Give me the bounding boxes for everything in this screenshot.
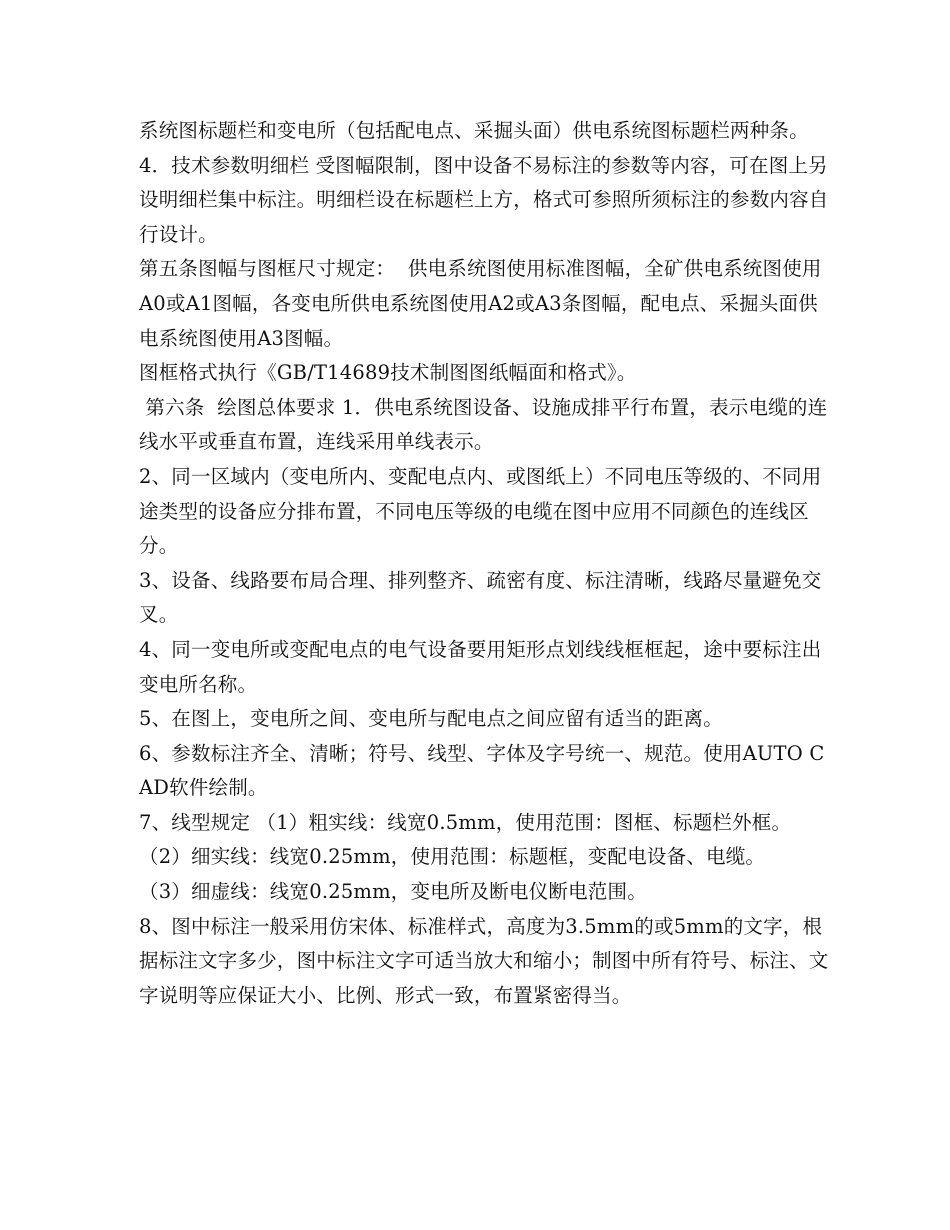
paragraph-article-5-sheet-size: 第五条图幅与图框尺寸规定： 供电系统图使用标准图幅，全矿供电系统图使用A0或A1图幅，各变电所供电系统图使用A2或A3条图幅，配电点、采掘头面供电系统图使用A3图幅。	[139, 257, 822, 350]
paragraph-item-7-line-types: 7、线型规定 （1）粗实线：线宽0.5mm，使用范围：图框、标题栏外框。	[139, 810, 792, 834]
paragraph-frame-format-standard: 图框格式执行《GB/T14689技术制图图纸幅面和格式》。	[139, 361, 637, 385]
paragraph-item-4-dash-frame: 4、同一变电所或变配电点的电气设备要用矩形点划线线框框起，途中要标注出变电所名称。	[139, 637, 822, 696]
paragraph-thin-solid-line: （2）细实线：线宽0.25mm，使用范围：标题框，变配电设备、电缆。	[139, 845, 766, 869]
paragraph-parameter-detail-column: 4．技术参数明细栏 受图幅限制，图中设备不易标注的参数等内容，可在图上另设明细栏集中标注。明细栏设在标题栏上方，格式可参照所须标注的参数内容自行设计。	[139, 153, 829, 246]
paragraph-item-5-spacing: 5、在图上，变电所之间、变电所与配电点之间应留有适当的距离。	[139, 707, 723, 731]
paragraph-item-6-annotation: 6、参数标注齐全、清晰；符号、线型、字体及字号统一、规范。使用AUTO CAD软件绘制。	[139, 741, 825, 800]
paragraph-title-block-types: 系统图标题栏和变电所（包括配电点、采掘头面）供电系统图标题栏两种条。	[139, 119, 809, 142]
paragraph-article-6-general-requirements: 第六条 绘图总体要求 1．供电系统图设备、设施成排平行布置，表示电缆的连线水平或垂直布置，连线采用单线表示。	[139, 395, 828, 454]
paragraph-item-2-voltage-layout: 2、同一区域内（变电所内、变配电点内、或图纸上）不同电压等级的、不同用途类型的设备应分排布置，不同电压等级的电缆在图中应用不同颜色的连线区分。	[139, 464, 822, 558]
paragraph-item-8-text-style: 8、图中标注一般采用仿宋体、标准样式，高度为3.5mm的或5mm的文字，根据标注文字多少，图中标注文字可适当放大和缩小；制图中所有符号、标注、文字说明等应保证大小、比例、形式一致，布置紧密得当。	[139, 914, 829, 1007]
document-body	[139, 114, 829, 1013]
paragraph-item-3-layout: 3、设备、线路要布局合理、排列整齐、疏密有度、标注清晰，线路尽量避免交叉。	[139, 568, 822, 627]
paragraph-thin-dashed-line: （3）细虚线：线宽0.25mm，变电所及断电仪断电范围。	[139, 880, 647, 904]
